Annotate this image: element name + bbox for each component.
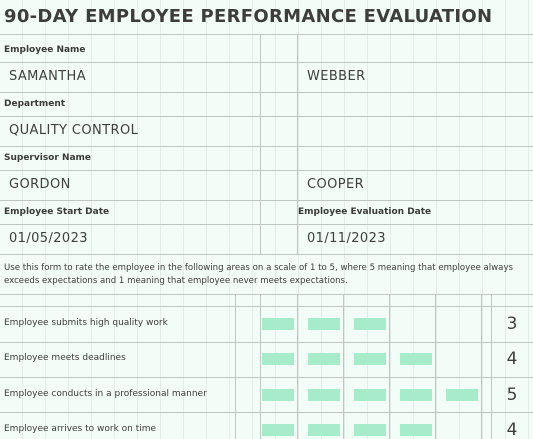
rating-bar [262,424,294,436]
criterion-score[interactable]: 4 [506,349,518,369]
supervisor-name-label: Supervisor Name [4,153,92,163]
employee-name-label: Employee Name [4,45,86,55]
rating-bar [262,353,294,365]
start-date-cell[interactable]: 01/05/2023 [9,231,88,246]
department-label: Department [4,99,66,109]
grid-line [0,92,533,93]
grid-line [0,377,533,378]
grid-line [0,34,533,35]
rating-bar [262,318,294,330]
department-cell[interactable]: QUALITY CONTROL [9,123,139,138]
supervisor-first-name-cell[interactable]: GORDON [9,177,71,192]
grid-line [0,254,533,255]
column-line [435,294,436,439]
column-line [481,294,482,439]
grid-line [0,62,533,63]
grid-line [0,306,533,307]
rating-bar [262,389,294,401]
evaluation-date-label: Employee Evaluation Date [298,207,432,217]
rating-bar [308,389,340,401]
column-line [260,294,261,439]
employee-first-name-cell[interactable]: SAMANTHA [9,69,87,84]
rating-bar [400,424,432,436]
supervisor-last-name-cell[interactable]: COOPER [307,177,365,192]
grid-line [0,170,533,171]
criterion-label: Employee submits high quality work [4,318,168,328]
criterion-label: Employee arrives to work on time [4,424,157,434]
grid-line [0,200,533,201]
start-date-label: Employee Start Date [4,207,110,217]
rating-bar [308,424,340,436]
page-title: 90-DAY EMPLOYEE PERFORMANCE EVALUATION [4,6,493,27]
grid-line [0,412,533,413]
evaluation-date-cell[interactable]: 01/11/2023 [307,231,386,246]
column-line [297,34,298,254]
grid-line [0,224,533,225]
criterion-score[interactable]: 4 [506,420,518,439]
rating-bar [354,389,386,401]
column-line [297,294,298,439]
rating-bar [354,424,386,436]
column-line [343,294,344,439]
column-line [491,294,492,439]
employee-last-name-cell[interactable]: WEBBER [307,69,366,84]
grid-line [0,116,533,117]
column-line [235,294,236,439]
rating-bar [400,353,432,365]
criterion-label: Employee meets deadlines [4,353,126,363]
rating-bar [400,389,432,401]
column-line [389,294,390,439]
column-line [260,34,261,254]
grid-line [0,342,533,343]
grid-line [0,146,533,147]
criterion-score[interactable]: 5 [506,385,518,405]
criterion-score[interactable]: 3 [506,314,518,334]
grid-line [0,294,533,295]
rating-bar [308,353,340,365]
rating-bar [354,318,386,330]
criterion-label: Employee conducts in a professional manner [4,389,207,399]
instructions-text: Use this form to rate the employee in the following areas on a scale of 1 to 5, where 5 meaning that employee always exceeds expectations and 1 meaning that employee never meets expectations. [4,263,514,286]
rating-bar [308,318,340,330]
rating-bar [446,389,478,401]
rating-bar [354,353,386,365]
